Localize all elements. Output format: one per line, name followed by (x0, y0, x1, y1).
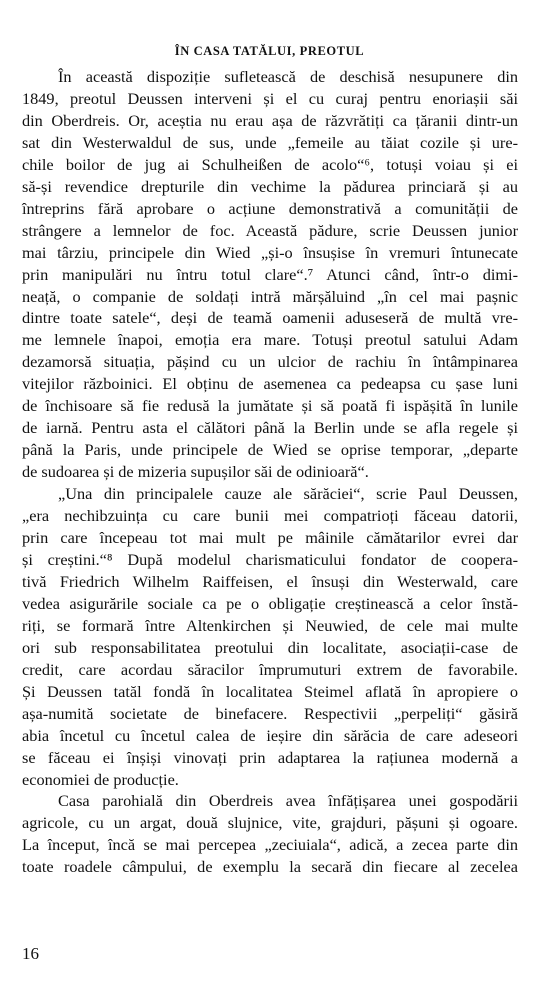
text-line: În această dispoziție sufletească de deschisă nesupunere din (58, 67, 518, 86)
text-line: dezamorsă situația, pășind cu un ulcior de rachiu în întâmpinarea (22, 352, 518, 372)
text-line: se făceau ei înșiși vinovați prin adaptarea la rațiunea modernă a (22, 747, 518, 767)
text-line: neață, o companie de soldați intră mărșăluind „în cel mai pașnic (22, 286, 518, 306)
text-line: de închisoare să fie redusă la jumătate și să poată fi ispășită în lunile (22, 396, 518, 416)
text-line: să-și revendice drepturile din vechime la pădurea princiară și au (22, 176, 518, 196)
text-line: economiei de producție. (22, 769, 179, 789)
text-line: din Oberdreis. Or, aceștia nu erau așa de răzvrătiți ca țăranii dintr-un (22, 110, 518, 130)
text-line: întreprins fără aprobare o acțiune demonstrativă a comunității de (22, 198, 518, 218)
text-line: me lemnele înapoi, emoția era mare. Totuși preotul satului Adam (22, 330, 518, 350)
text-line: riți, se formară între Altenkirchen și Neuwied, de cele mai multe (22, 615, 518, 635)
text-line: prin care începeau tot mai mult pe mâinile cămătarilor evrei dar (22, 528, 518, 548)
text-line: vedea asigurările sociale ca pe o obligație creștinească a celor înstă- (22, 593, 518, 613)
text-line: „Una din principalele cauze ale sărăciei“, scrie Paul Deussen, (58, 484, 518, 504)
text-line: sat din Westerwaldul de sus, unde „femeile au tăiat cozile și ure- (22, 132, 518, 152)
text-line: abia încetul cu încetul calea de ieșire din sărăcia de care adeseori (22, 725, 518, 745)
text-line: toate roadele câmpului, de exemplu la secară din fiecare al zecelea (22, 857, 518, 877)
text-line: ori sub responsabilitatea preotului din localitate, asociații-case de (22, 637, 518, 657)
text-line: 1849, preotul Deussen interveni și el cu curaj pentru enoriașii săi (22, 88, 518, 108)
text-line: credit, care acordau săracilor împrumuturi extrem de favorabile. (22, 659, 518, 679)
text-line: de sudoarea și de mizeria supușilor săi de odinioară“. (22, 462, 369, 482)
text-line: așa-numită societate de binefacere. Respectivii „perpeliți“ găsiră (22, 703, 518, 723)
text-line: mai târziu, principele din Wied „și-o însușise în vremuri întunecate (22, 242, 518, 262)
text-line: chile boilor de jug ai Schulheißen de acolo“⁶, totuși voiau și ei (22, 154, 518, 174)
text-line: de iarnă. Pentru asta el călători până la Berlin unde se afla regele și (22, 418, 518, 438)
text-line: „era nechibzuința cu care bunii mei compatrioți făceau datorii, (22, 506, 518, 526)
text-line: vitejilor războinici. El obținu de asemenea ca pedeapsa cu șase luni (22, 374, 518, 394)
text-line: și creștini.“⁸ După modelul charismaticului fondator de coopera- (22, 549, 518, 569)
text-line: La început, încă se mai percepea „zeciuiala“, adică, a zecea parte din (22, 835, 518, 855)
text-line: dintre toate satele“, deși de teamă oamenii aduseseră de multă vre- (22, 308, 518, 328)
text-line: Casa parohială din Oberdreis avea înfățișarea unei gospodării (58, 791, 518, 811)
text-line: până la Paris, unde principele de Wied se oprise temporar, „departe (22, 440, 518, 460)
text-line: strângere a lemnelor de foc. Această pădure, scrie Deussen junior (22, 220, 518, 240)
text-line: prin manipulări nu întru totul clare“.⁷ Atunci când, într-o dimi- (22, 264, 518, 284)
text-line: Și Deussen tatăl fondă în localitatea Steimel aflată în apropiere o (22, 681, 518, 701)
text-line: agricole, cu un argat, două slujnice, vite, grajduri, pășuni și ogoare. (22, 813, 518, 833)
text-line: tivă Friedrich Wilhelm Raiffeisen, el însuși din Westerwald, care (22, 571, 518, 591)
running-head: ÎN CASA TATĂLUI, PREOTUL (174, 44, 365, 58)
body-text (22, 66, 518, 878)
page-number: 16 (22, 944, 39, 963)
